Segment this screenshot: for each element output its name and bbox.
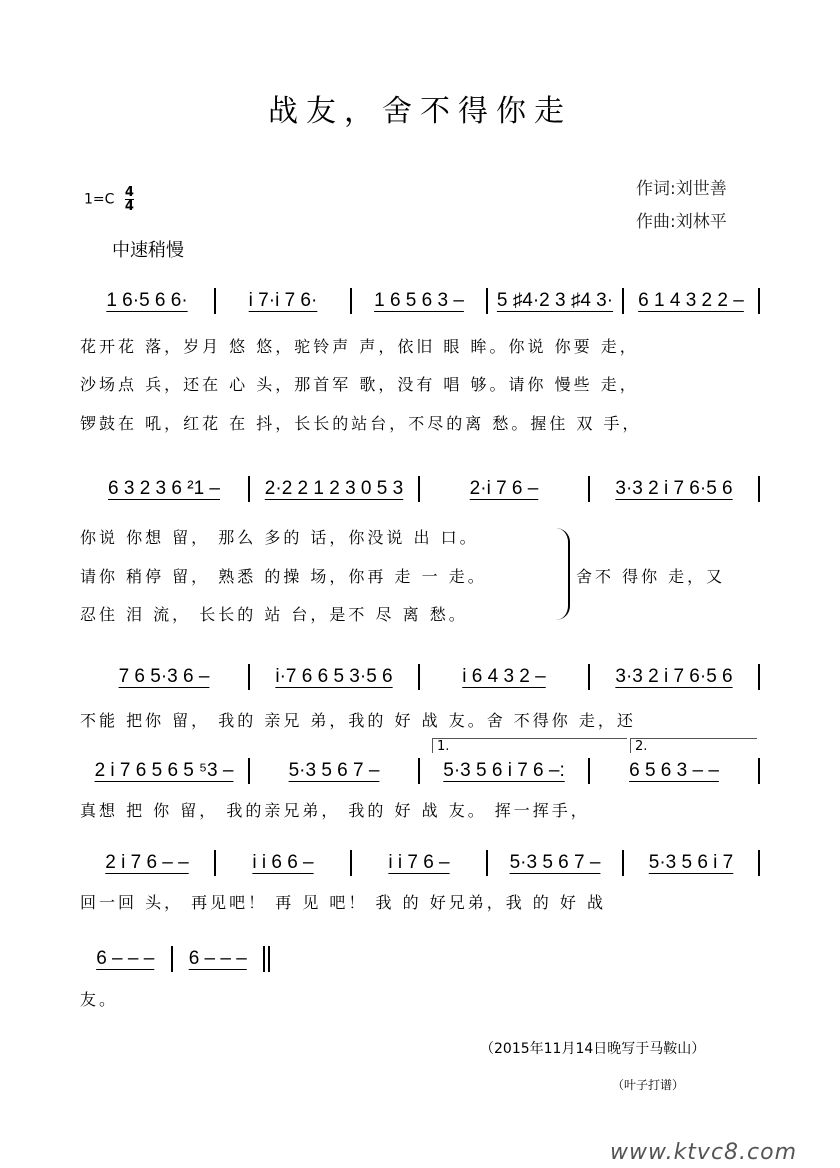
watermark: www.ktvc8.com xyxy=(610,1140,798,1165)
measure: i 6 4 3 2 – xyxy=(462,666,546,687)
measure: 6 3 2 3 6 ²1 – xyxy=(108,478,220,499)
measure: 5·3 5 6 7 – xyxy=(288,760,380,781)
lyric-line: 忍住 泪 流， 长长的 站 台，是不 尽 离 愁。 xyxy=(80,605,468,624)
bar-line xyxy=(758,758,760,784)
page-title: 战友，舍不得你走 xyxy=(268,94,572,129)
volta-1: 1. xyxy=(432,738,627,753)
brace xyxy=(556,528,570,620)
bar-line xyxy=(758,850,760,876)
measure: 6 5 6 3 – – xyxy=(629,760,719,781)
measure: 6 – – – xyxy=(188,948,247,969)
notation-row xyxy=(80,758,760,784)
measure: 7 6 5·3 6 – xyxy=(118,666,210,687)
measure: 6 – – – xyxy=(96,948,155,969)
notation-row xyxy=(80,476,760,502)
side-lyric: 舍不 得你 走，又 xyxy=(576,567,726,586)
measure: 3·3 2 i 7 6·5 6 xyxy=(615,478,733,499)
tempo-marking: 中速稍慢 xyxy=(112,240,184,261)
lyric-line: 你说 你想 留， 那么 多的 话，你没说 出 口。 xyxy=(80,528,479,547)
lyric-line: 锣鼓在 吼，红花 在 抖，长长的站台，不尽的离 愁。握住 双 手， xyxy=(80,414,642,433)
measure: i i 6 6 – xyxy=(252,852,314,873)
key-label: 1=C xyxy=(84,191,115,208)
lyric-line: 请你 稍停 留， 熟悉 的操 场，你再 走 一 走。 xyxy=(80,567,487,586)
measure: 1 6 5 6 3 – xyxy=(374,290,464,311)
notation-row xyxy=(80,288,760,314)
notation-row xyxy=(80,664,760,690)
notation-row xyxy=(80,850,760,876)
bar-line xyxy=(758,664,760,690)
key-signature xyxy=(84,186,134,213)
measure: 2·i 7 6 – xyxy=(469,478,539,499)
bar-line xyxy=(758,476,760,502)
lyric-line: 沙场点 兵，还在 心 头，那首军 歌，没有 唱 够。请你 慢些 走， xyxy=(80,375,639,394)
final-bar-line xyxy=(263,946,270,972)
typist-note: （叶子打谱） xyxy=(612,1078,685,1092)
measure: 5·3 5 6 i 7 xyxy=(648,852,734,873)
time-signature: $\frac{4}{4}$ xyxy=(124,185,134,214)
measure: i 7·i 7 6· xyxy=(248,290,318,311)
lyric-line: 花开花 落，岁月 悠 悠，驼铃声 声，依旧 眼 眸。你说 你要 走， xyxy=(80,337,639,356)
measure: 2 i 7 6 – – xyxy=(105,852,189,873)
measure: 5 ♯4·2 3 ♯4 3· xyxy=(496,290,614,311)
measure: 1 6·5 6 6· xyxy=(106,290,188,311)
measure: i i 7 6 – xyxy=(388,852,450,873)
measure: 5·3 5 6 7 – xyxy=(509,852,601,873)
lyric-line: 友。 xyxy=(80,990,119,1009)
composer: 作曲:刘林平 xyxy=(636,212,727,232)
measure: 6 1 4 3 2 2 – xyxy=(638,290,744,311)
lyricist: 作词:刘世善 xyxy=(636,179,727,199)
lyric-line: 不能 把你 留， 我的 亲兄 弟，我的 好 战 友。舍 不得你 走，还 xyxy=(80,711,636,730)
volta-2: 2. xyxy=(630,738,757,753)
measure: 2·2 2 1 2 3 0 5 3 xyxy=(264,478,404,499)
measure: 2 i 7 6 5 6 5 ⁵3 – xyxy=(94,760,234,781)
lyric-line: 真想 把 你 留， 我的亲兄弟， 我的 好 战 友。 挥一挥手， xyxy=(80,801,590,820)
measure: 3·3 2 i 7 6·5 6 xyxy=(615,666,733,687)
lyric-line: 回一回 头， 再见吧！ 再 见 吧！ 我 的 好兄弟，我 的 好 战 xyxy=(80,893,606,912)
measure: i·7 6 6 5 3·5 6 xyxy=(275,666,393,687)
date-note: （2015年11月14日晚写于马鞍山） xyxy=(480,1041,706,1057)
measure: 5·3 5 6 i 7 6 –: xyxy=(443,760,565,781)
bar-line xyxy=(758,288,760,314)
notation-row xyxy=(80,946,270,972)
